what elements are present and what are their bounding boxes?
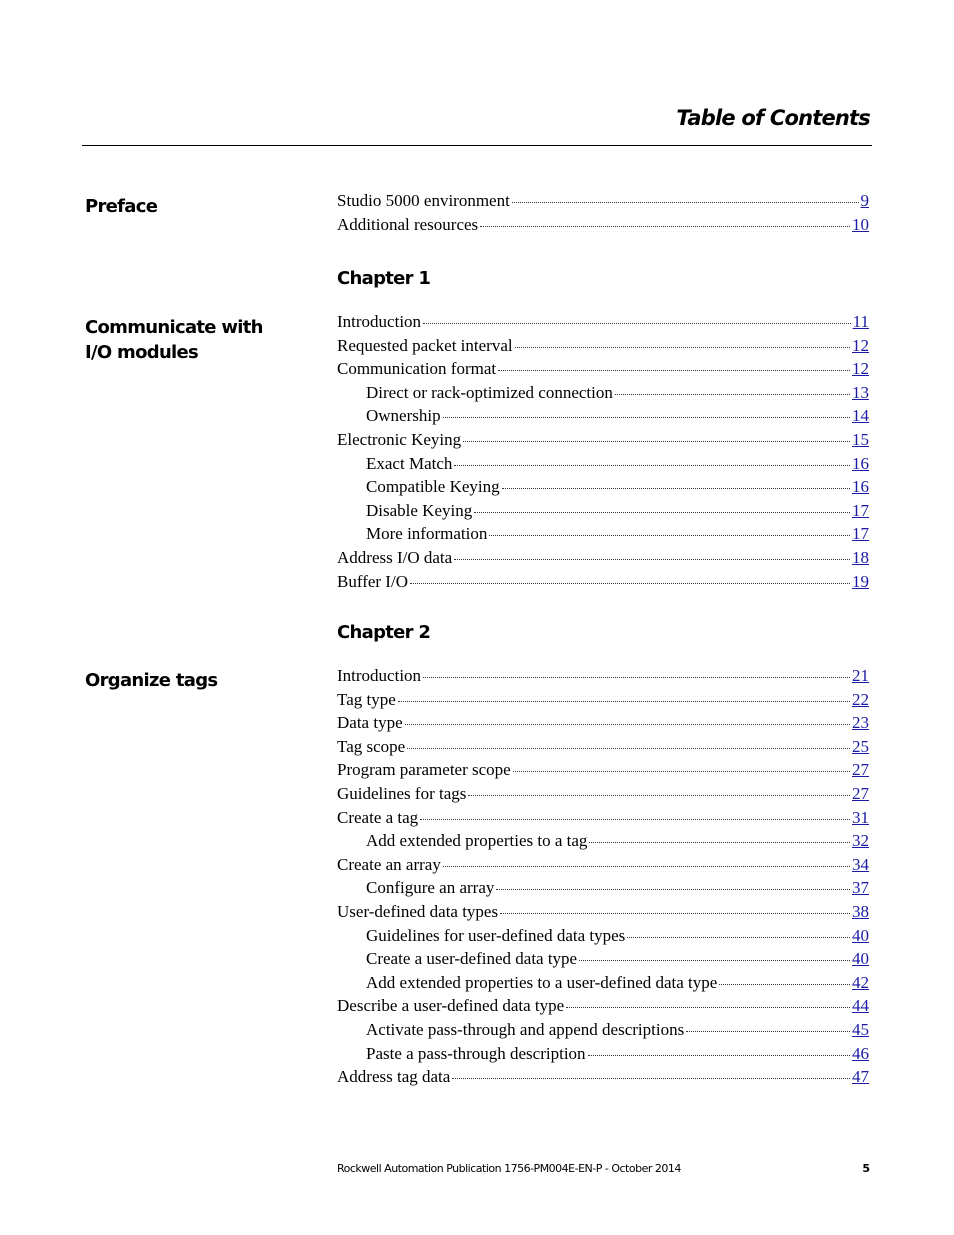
toc-page-link[interactable]: 34: [852, 854, 869, 874]
toc-entry-label: Requested packet interval: [337, 335, 513, 355]
toc-entry-label: Tag scope: [337, 736, 406, 756]
toc-entry: [337, 383, 869, 407]
toc-entry: [337, 1067, 869, 1091]
dot-leader: [410, 583, 850, 584]
toc-page-link[interactable]: 23: [852, 713, 869, 733]
toc-entry: [337, 430, 869, 454]
dot-leader: [443, 417, 850, 418]
toc-entry-label: Direct or rack-optimized connection: [366, 382, 613, 402]
toc-entry: [337, 572, 869, 596]
toc-entry-label: User-defined data types: [337, 901, 499, 921]
toc-entry-label: Disable Keying: [366, 500, 473, 520]
toc-entry: [337, 524, 869, 548]
toc-entry-label: Buffer I/O: [337, 571, 408, 591]
page-title: Table of Contents: [676, 106, 870, 130]
toc-page-link[interactable]: 16: [852, 477, 869, 497]
toc-page-link[interactable]: 13: [852, 382, 869, 402]
dot-leader: [454, 465, 850, 466]
toc-page-link[interactable]: 10: [852, 214, 869, 234]
dot-leader: [423, 677, 850, 678]
dot-leader: [489, 535, 850, 536]
toc-list-chapter-1: [337, 312, 869, 595]
toc-page-link[interactable]: 17: [852, 500, 869, 520]
toc-entry-label: Create a tag: [337, 807, 419, 827]
toc-entry: [337, 831, 869, 855]
dot-leader: [468, 795, 850, 796]
toc-entry: [337, 336, 869, 360]
chapter-heading-1: Chapter 1: [337, 268, 431, 289]
toc-page-link[interactable]: 11: [852, 312, 869, 331]
toc-entry-label: Paste a pass-through description: [366, 1043, 586, 1063]
dot-leader: [463, 441, 850, 442]
toc-entry: [337, 973, 869, 997]
toc-page-link[interactable]: 19: [852, 571, 869, 591]
toc-page-link[interactable]: 31: [852, 807, 869, 827]
toc-entry: [337, 808, 869, 832]
toc-entry: [337, 737, 869, 761]
toc-page-link[interactable]: 22: [852, 689, 869, 709]
dot-leader: [500, 913, 850, 914]
toc-entry: [337, 312, 869, 336]
toc-entry: [337, 191, 869, 215]
dot-leader: [405, 724, 850, 725]
dot-leader: [443, 866, 850, 867]
toc-entry-label: Exact Match: [366, 453, 453, 473]
toc-entry-label: Guidelines for user-defined data types: [366, 925, 626, 945]
toc-page-link[interactable]: 14: [852, 406, 869, 426]
toc-entry-label: Studio 5000 environment: [337, 191, 510, 210]
toc-entry: [337, 902, 869, 926]
dot-leader: [686, 1031, 850, 1032]
dot-leader: [423, 323, 851, 324]
dot-leader: [627, 937, 850, 938]
dot-leader: [407, 748, 850, 749]
dot-leader: [719, 984, 850, 985]
toc-page-link[interactable]: 12: [852, 335, 869, 355]
toc-entry: [337, 878, 869, 902]
toc-entry-label: Describe a user-defined data type: [337, 996, 565, 1016]
toc-page-link[interactable]: 21: [852, 666, 869, 685]
toc-entry-label: Compatible Keying: [366, 477, 500, 497]
toc-entry: [337, 501, 869, 525]
toc-entry-label: Additional resources: [337, 214, 479, 234]
dot-leader: [454, 559, 850, 560]
toc-entry-label: Create a user-defined data type: [366, 949, 578, 969]
dot-leader: [420, 819, 850, 820]
toc-entry: [337, 1020, 869, 1044]
toc-entry-label: Ownership: [366, 406, 441, 426]
toc-entry: [337, 784, 869, 808]
toc-list-preface: [337, 191, 869, 238]
dot-leader: [398, 701, 850, 702]
toc-page-link[interactable]: 27: [852, 783, 869, 803]
toc-entry-label: Introduction: [337, 312, 422, 331]
footer-publication: Rockwell Automation Publication 1756-PM004E-EN-P - October 2014: [337, 1162, 681, 1175]
toc-entry-label: Configure an array: [366, 878, 495, 898]
toc-entry-label: Add extended properties to a tag: [366, 831, 588, 851]
toc-entry: [337, 406, 869, 430]
toc-page-link[interactable]: 40: [852, 925, 869, 945]
toc-entry: [337, 855, 869, 879]
toc-entry-label: More information: [366, 524, 488, 544]
dot-leader: [566, 1007, 850, 1008]
dot-leader: [452, 1078, 850, 1079]
dot-leader: [512, 202, 859, 203]
toc-entry-label: Guidelines for tags: [337, 783, 467, 803]
toc-page-link[interactable]: 12: [852, 359, 869, 379]
toc-page-link[interactable]: 38: [852, 901, 869, 921]
footer-page-number: 5: [862, 1162, 870, 1175]
dot-leader: [502, 488, 850, 489]
header-rule: [82, 145, 872, 146]
dot-leader: [498, 370, 850, 371]
toc-entry: [337, 713, 869, 737]
toc-entry-label: Electronic Keying: [337, 429, 462, 449]
toc-entry: [337, 215, 869, 239]
toc-entry-label: Add extended properties to a user-defined data type: [366, 972, 718, 992]
toc-entry: [337, 760, 869, 784]
toc-page-link[interactable]: 9: [860, 191, 869, 210]
toc-page-link[interactable]: 18: [852, 547, 869, 567]
toc-page-link[interactable]: 40: [852, 949, 869, 969]
toc-entry: [337, 477, 869, 501]
dot-leader: [474, 512, 850, 513]
toc-entry: [337, 548, 869, 572]
toc-page-link[interactable]: 47: [852, 1067, 869, 1087]
toc-entry: [337, 926, 869, 950]
section-title-preface: Preface: [85, 196, 158, 217]
toc-entry-label: Data type: [337, 713, 403, 733]
dot-leader: [496, 889, 850, 890]
toc-entry: [337, 690, 869, 714]
toc-entry-label: Create an array: [337, 854, 441, 874]
toc-entry-label: Address I/O data: [337, 547, 453, 567]
toc-page-link[interactable]: 17: [852, 524, 869, 544]
toc-page-link[interactable]: 45: [852, 1019, 869, 1039]
toc-entry-label: Introduction: [337, 666, 422, 685]
toc-entry-label: Communication format: [337, 359, 497, 379]
dot-leader: [515, 347, 850, 348]
toc-page-link[interactable]: 44: [852, 996, 869, 1016]
dot-leader: [480, 226, 850, 227]
section-title-chapter-1: Communicate with I/O modules: [85, 317, 263, 363]
dot-leader: [615, 394, 850, 395]
chapter-heading-2: Chapter 2: [337, 622, 431, 643]
toc-entry: [337, 359, 869, 383]
toc-entry: [337, 949, 869, 973]
dot-leader: [588, 1055, 850, 1056]
toc-page-link[interactable]: 46: [852, 1043, 869, 1063]
toc-page-link[interactable]: 37: [852, 878, 869, 898]
toc-entry-label: Program parameter scope: [337, 760, 511, 780]
toc-entry: [337, 996, 869, 1020]
toc-page-link[interactable]: 15: [852, 429, 869, 449]
toc-entry-label: Activate pass-through and append descriptions: [366, 1019, 685, 1039]
toc-page-link[interactable]: 42: [852, 972, 869, 992]
toc-entry-label: Tag type: [337, 689, 396, 709]
toc-page-link[interactable]: 27: [852, 760, 869, 780]
toc-list-chapter-2: [337, 666, 869, 1091]
toc-entry: [337, 1044, 869, 1068]
dot-leader: [513, 771, 850, 772]
toc-page-link[interactable]: 32: [852, 831, 869, 851]
section-title-chapter-2: Organize tags: [85, 670, 218, 691]
dot-leader: [589, 842, 850, 843]
toc-page-link[interactable]: 16: [852, 453, 869, 473]
dot-leader: [579, 960, 850, 961]
toc-entry-label: Address tag data: [337, 1067, 451, 1087]
toc-entry: [337, 666, 869, 690]
toc-entry: [337, 454, 869, 478]
toc-page-link[interactable]: 25: [852, 736, 869, 756]
